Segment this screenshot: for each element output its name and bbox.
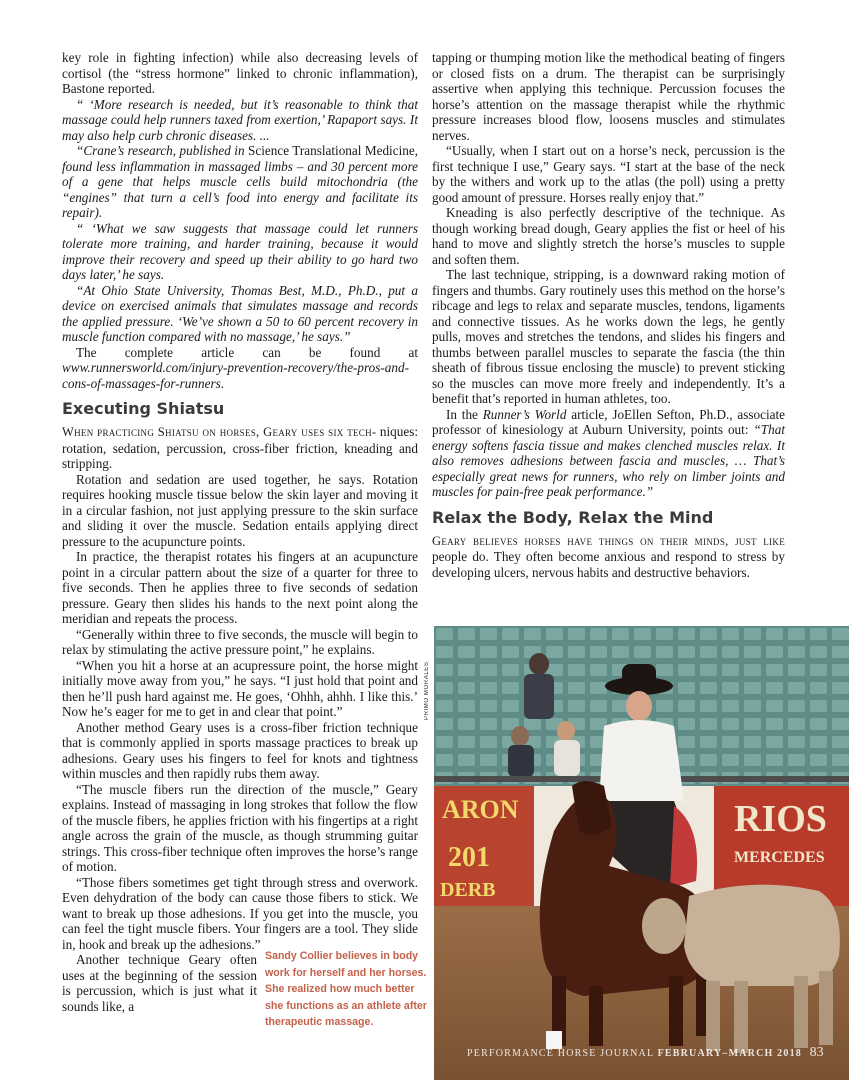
spectator (511, 726, 529, 746)
section-heading: Executing Shiatsu (62, 399, 225, 418)
paragraph: In practice, the therapist rotates his fingers at an acupuncture point in a circular pattern about the size of a quarter for three to five seconds. Then he applies three to five seconds of sedation pressure. Geary then slides his hands to the next point along the meridian and repeats the process. (62, 549, 418, 626)
spectator (557, 721, 575, 741)
horse-leg (669, 976, 683, 1046)
issue-date: FEBRUARY–MARCH 2018 (657, 1048, 802, 1059)
paragraph: “Those fibers sometimes get tight through stress and overwork. Even dehydration of the body can cause those fibers to stick. We want to break up those adhesions. If you get into the muscle, you can feel the tight muscle fibers. Your fingers are a tool. They slide in, hook and break up the adhesions.” (62, 874, 418, 952)
spectator (554, 740, 580, 776)
paragraph: Kneading is also perfectly descriptive of the technique. As though working bread dough, Geary applies the fist or heel of his hand to move and slightly stretch the horse’s muscles to supple and soften them. (432, 205, 785, 267)
cow-body (684, 885, 840, 986)
paragraph: Rotation and sedation are used together, he says. Rotation requires hooking muscle tissue below the skin layer and moving it in a circular fashion, not just applying pressure to the skin surface and sliding it over the muscle. Sedation entails applying direct pressure to the acupuncture points. (62, 471, 418, 549)
right-column (432, 50, 785, 580)
quote-paragraph: “At Ohio State University, Thomas Best, M.D., Ph.D., put a device on exercised animals that simulates massage and records the applied pressure. ‘We’ve shown a 50 to 60 percent recovery in muscle function compared with no massage,’ he says.” (62, 282, 418, 344)
spectator (524, 674, 554, 719)
paragraph: Another method Geary uses is a cross-fiber friction technique that is commonly applied in sports massage practices to break up adhesions. Geary uses his fingers to feel for knots and tightness within muscles and then rapidly rubs them away. (62, 719, 418, 781)
svg-text:DERB: DERB (440, 879, 496, 901)
svg-text:ARON: ARON (442, 795, 519, 824)
photo-horse-rider (434, 626, 849, 1080)
lead-paragraph: Geary believes horses have things on their minds, just like people do. They often become anxious and respond to stress by developing ulcers, nervous habits and destructive behaviors. (432, 533, 785, 580)
svg-text:RIOS: RIOS (734, 798, 827, 840)
page-footer (467, 1045, 824, 1061)
paragraph: Another technique Geary often uses at the beginning of the session is percussion, which is just what it sounds like, a (62, 952, 257, 1014)
paragraph: “Usually, when I start out on a horse’s neck, percussion is the first technique I use,” Geary says. “I start at the base of the neck by the withers and work up to the atlas (the poll) using a pretty good amount of pressure. Horses really enjoy that.” (432, 143, 785, 205)
cow-leg (706, 981, 720, 1051)
paragraph: “The muscle fibers run the direction of the muscle,” Geary explains. Instead of massaging in long strokes that follow the flow of the muscle fibers, he applies friction with his fingertips at a right angle across the grain of the muscle, as though strumming guitar strings. This cross-fiber technique often improves the horse’s range of motion. (62, 781, 418, 874)
page-number: 83 (809, 1045, 824, 1060)
photo-caption: Sandy Collier believes in body work for herself and her horses. She realized how much better she functions as an athlete after therapeutic massage. (265, 950, 427, 1028)
left-column (62, 50, 418, 1014)
photo-illustration (434, 626, 849, 1080)
quote-paragraph: “ ‘More research is needed, but it’s reasonable to think that massage could help runners taxed from exertion,’ Rapaport says. It may also help curb chronic diseases. ... (62, 96, 418, 143)
photo-credit: PRIMO MORALES (424, 661, 430, 720)
paragraph: The complete article can be found at www.runnersworld.com/injury-prevention-recovery/the-pros-and-cons-of-massages-for-runners. (62, 344, 418, 391)
cow-leg (734, 981, 748, 1053)
section-heading: Relax the Body, Relax the Mind (432, 507, 714, 527)
horse-leg (589, 986, 603, 1046)
cowboy-hat-crown (622, 664, 656, 688)
paragraph: “Generally within three to five seconds, the muscle will begin to relax by stimulating the active pressure point,” he explains. (62, 626, 418, 657)
cow-leg (794, 976, 808, 1048)
paragraph: In the Runner’s World article, JoEllen Sefton, Ph.D., associate professor of kinesiology at Auburn University, points out: “That energy softens fascia tissue and makes clenched muscles relax. It also removes adhesions between fascia and muscles, … That’s especially great news for runners, who rely on limber joints and muscles for pain-free peak performance.” (432, 406, 785, 499)
quote-paragraph: “ ‘What we saw suggests that massage could let runners tolerate more training, and harder training, because it would improve their recovery and speed up their ability to go hard two days later,’ he says. (62, 220, 418, 282)
quote-paragraph: “Crane’s research, published in Science Translational Medicine, found less inflammation in massaged limbs – and 30 percent more of a gene that helps muscle cells build mitochondria (the “engines” that turn a cell’s food into energy and facilitate its repair). (62, 143, 418, 220)
paragraph: key role in fighting infection) while also decreasing levels of cortisol (the “stress hormone” linked to chronic inflammation), Bastone reported. (62, 50, 418, 96)
cow-head (642, 898, 686, 954)
rider-shirt (599, 720, 684, 801)
rider-face (626, 691, 652, 721)
paragraph: The last technique, stripping, is a downward raking motion of fingers and thumbs. Gary routinely uses this method on the horse’s ribcage and legs to relax and separate muscles, tendons, ligaments and connective tissues. As he works down the legs, he gently pulls, moves and stretches the tendons, and slides his fingers and thumbs between parallel muscles to separate the fascia (the thin sheath of fibrous tissue enclosing the muscle) to prevent sticking so the muscles can move more freely and independently. It’s a benefit that’s reported in human athletes, too. (432, 267, 785, 406)
svg-text:201: 201 (448, 842, 490, 873)
article-url: www.runnersworld.com/injury-prevention-recovery/the-pros-and-cons-of-massages-for-runners (62, 360, 409, 391)
paragraph: tapping or thumping motion like the methodical beating of fingers or closed fists on a drum. The therapist can be surprisingly assertive when applying this technique. Percussion focuses the horse’s attention on the massage therapist while the rhythmic pressure increases blood flow, loosens muscles and stimulates nerves. (432, 50, 785, 143)
paragraph: “When you hit a horse at an acupressure point, the horse might initially move away from you,” he says. “I just hold that point and then he’ll push hard against me. He goes, ‘Ohhh, ahhh. I like this.’ Now he’s eager for me to get in and clear that point.” (62, 657, 418, 719)
journal-name: PERFORMANCE HORSE JOURNAL (467, 1048, 654, 1059)
lead-paragraph: When practicing Shiatsu on horses, Geary uses six tech- niques: rotation, sedation, percussion, cross-fiber friction, kneading and stripping. (62, 424, 419, 471)
spectator (529, 653, 549, 675)
cow-leg (819, 971, 833, 1045)
spectator (508, 745, 534, 777)
svg-text:MERCEDES: MERCEDES (734, 849, 825, 866)
